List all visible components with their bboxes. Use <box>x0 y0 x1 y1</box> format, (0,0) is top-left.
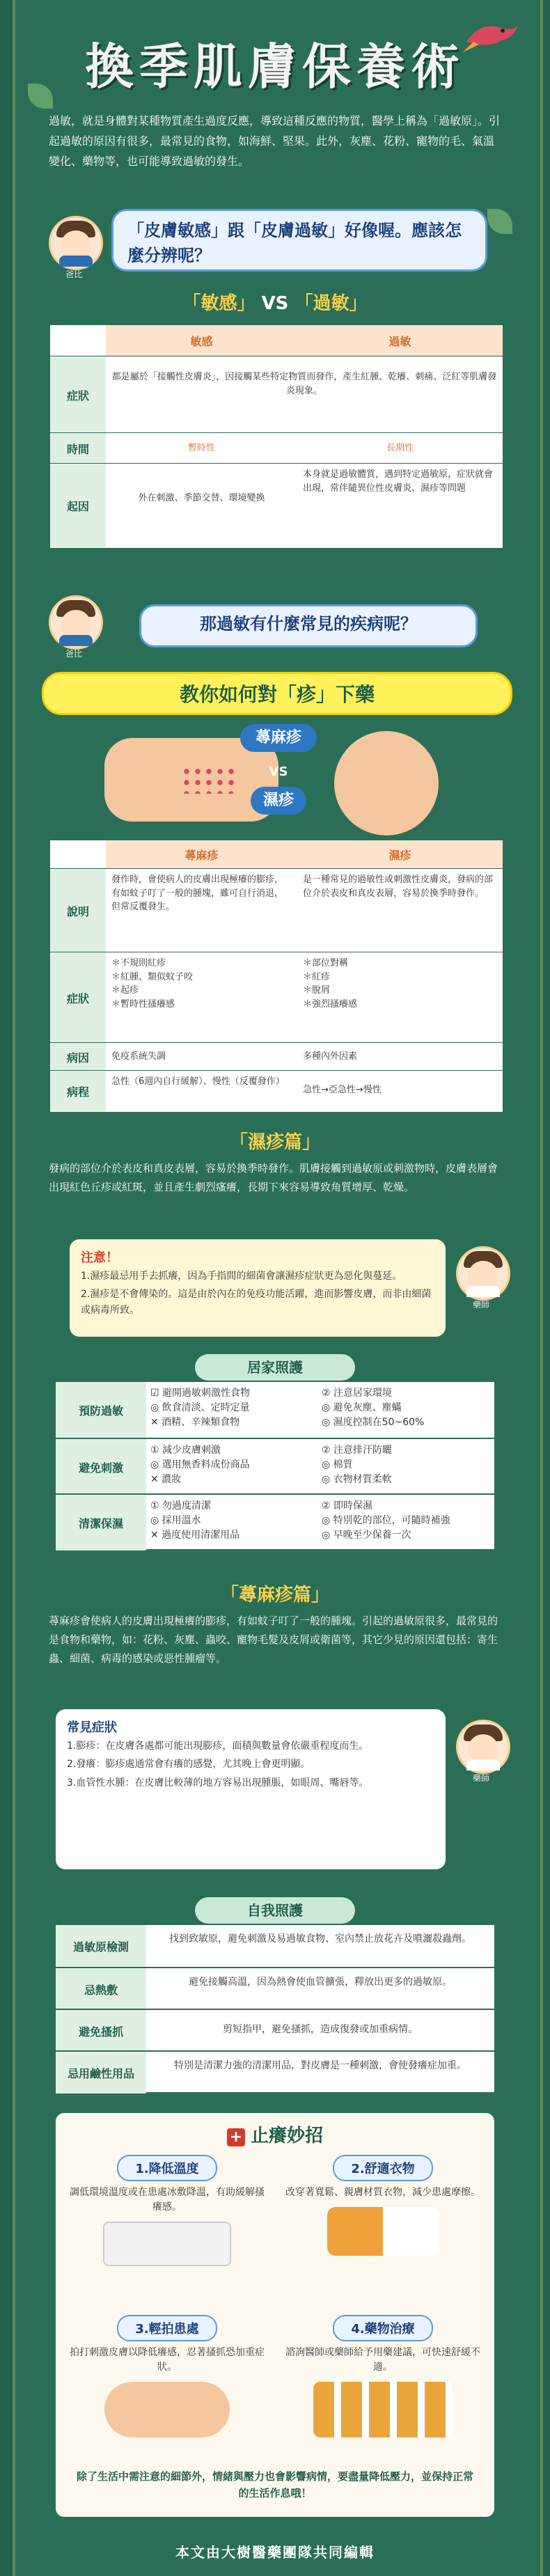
compare-cell-left: 外在刺激、季節交替、環境變換 <box>138 493 265 503</box>
care-row-label: 預防過敏 <box>56 1382 146 1438</box>
care-row-label: 過敏原檢測 <box>56 1925 146 1967</box>
disease-row <box>50 1070 503 1111</box>
self-care-title: 自我照護 <box>195 1897 355 1924</box>
tip-card <box>282 2155 484 2256</box>
care-row-label: 避免刺激 <box>56 1438 146 1495</box>
tip-card <box>282 2315 484 2437</box>
compare-row-label: 起因 <box>50 464 106 547</box>
care-row-text: 特別是清潔力強的清潔用品，對皮膚是一種刺激，會使發癢症加重。 <box>146 2050 494 2092</box>
compare-row <box>50 463 503 547</box>
tip-text: 改穿著寬鬆、親膚材質衣物，減少患處摩擦。 <box>285 2187 480 2198</box>
tips-heading <box>56 2121 494 2147</box>
urticaria-paragraph: 蕁麻疹會使病人的皮膚出現極癢的膨疹，有如蚊子叮了一般的腫塊。引起的過敏原很多，最常見的是食物和藥物，如：花粉、灰塵、蟲咬、寵物毛髮及皮屑或衛菌等，其它少見的原因還包括：寄生蟲、細菌、病毒的感染或惡性腫瘤等。 <box>49 1615 498 1665</box>
pharmacist-avatar <box>456 1720 510 1774</box>
pharmacist-avatar <box>456 1246 510 1301</box>
urticaria-tag: 蕁麻疹 <box>240 724 317 752</box>
care-cell-right: ② 注意排汗防曬 ◎ 棉質 ◎ 衣物材質柔軟 <box>322 1445 393 1485</box>
footer-credit: 本文由大樹醫藥團隊共同編輯 <box>175 2544 375 2561</box>
tip-card <box>66 2315 268 2437</box>
compare-head-right: 過敏 <box>297 325 503 356</box>
care-cell-left: ① 減少皮膚刺激 ◎ 選用無香料成份商品 ✕ 濃妝 <box>150 1445 250 1485</box>
tip-text: 調低環境溫度或在患處冰敷降溫，有助緩解搔癢感。 <box>70 2187 265 2213</box>
care-cell-right: ② 即時保濕 ◎ 特別乾的部位，可隨時補強 ◎ 早晚至少保養一次 <box>322 1500 450 1541</box>
intro-text: 過敏，就是身體對某種物質產生過度反應，導致這種反應的物質，醫學上稱為「過敏原」。引起過敏的原因有很多，最常見的食物，如海鮮、堅果。此外，灰塵、花粉、寵物的毛、氣溫變化、藥物等，也可能導致過敏的發生。 <box>49 114 501 168</box>
dad-avatar-label: 爸比 <box>65 649 82 659</box>
vs-left: 「敏感」 <box>182 293 256 314</box>
compare-row <box>50 432 503 464</box>
care-cell-left: ① 勿過度清潔 ◎ 採用溫水 ✕ 過度使用清潔用品 <box>150 1500 240 1541</box>
tip-title: 4.藥物治療 <box>333 2315 432 2341</box>
clothes-icon <box>327 2207 439 2256</box>
disease-illustration <box>42 724 508 842</box>
care-row-text: 找到致敏原，避免刺激及易過敏食物、室內禁止放花卉及噴灑殺蟲劑。 <box>169 1933 471 1945</box>
compare-row <box>50 356 503 433</box>
disease-cell-right: 是一種常見的過敏性或刺激性皮膚炎，發病的部位介於表皮和真皮表層，容易於換季時發作。 <box>303 874 494 899</box>
eczema-paragraph: 發病的部位介於表皮和真皮表層，容易於換季時發作。肌膚接觸到過敏原或刺激物時，皮膚表層會出現紅色丘疹或紅斑，並且產生劇烈瘙癢，長期下來容易導致角質增厚、乾燥。 <box>49 1162 498 1193</box>
compare-cell-right: 長期性 <box>386 443 414 453</box>
dad-avatar <box>49 216 103 270</box>
disease-row <box>50 1042 503 1071</box>
eczema-tag: 濕疹 <box>251 787 306 815</box>
tips-closing: 除了生活中需注意的細節外，情緒與壓力也會影響病情，要盡量降低壓力，並保持正常的生活作息哦！ <box>77 2470 474 2499</box>
compare-table <box>49 324 504 549</box>
care-row <box>146 1382 494 1438</box>
care-cell-left: ☑ 避開過敏刺激性食物 ◎ 飲食清淡、定時定量 ✕ 酒精、辛辣類食物 <box>150 1388 251 1428</box>
eczema-notice <box>70 1239 446 1337</box>
eczema-heading: 「濕疹篇」 <box>229 1132 320 1153</box>
rash-spots-icon <box>181 766 237 794</box>
compare-cell-left: 暫時性 <box>187 443 215 453</box>
first-aid-icon: + <box>227 2128 245 2146</box>
medicine-icon <box>313 2382 453 2437</box>
vs-text: VS <box>261 293 289 314</box>
care-cell-right: ② 注意居家環境 ◎ 避免灰塵、塵蟎 ◎ 濕度控制在50~60% <box>322 1388 425 1428</box>
tip-title: 1.降低溫度 <box>117 2155 217 2181</box>
disease-head-left: 蕁麻疹 <box>106 840 297 868</box>
dad-avatar-label: 爸比 <box>65 269 82 279</box>
disease-cell-left: 急性（6週內自行緩解）、慢性（反覆發作） <box>111 1076 285 1087</box>
disease-row-label: 病程 <box>50 1071 106 1111</box>
disease-cell-left: ＊不規則紅疹 ＊紅腫、類似蚊子咬 ＊起疹 ＊暫時性搔癢感 <box>111 958 194 1010</box>
disease-row-label: 症狀 <box>50 952 106 1043</box>
question-bubble: 「皮膚敏感」跟「皮膚過敏」好像喔。應該怎麼分辨呢？ <box>111 209 487 272</box>
care-row-label: 避免搔抓 <box>56 2009 146 2052</box>
disease-cell-right: 急性→亞急性→慢性 <box>303 1085 382 1095</box>
tips-panel <box>56 2113 494 2517</box>
home-care-title: 居家照護 <box>195 1354 355 1381</box>
disease-vs-text: VS <box>269 764 288 779</box>
self-care-table <box>56 1925 494 2092</box>
notice-title: 注意！ <box>81 1250 118 1265</box>
disease-table <box>49 839 504 1113</box>
notice-item: 1.濕疹最忌用手去抓癢，因為手指間的細菌會讓濕疹症狀更為惡化與蔓延。 <box>81 1271 402 1282</box>
home-care-table <box>56 1382 494 1549</box>
care-row-label: 清潔保濕 <box>56 1493 146 1550</box>
care-row-text: 剪短指甲，避免搔抓，造成復發或加重病情。 <box>146 2009 494 2050</box>
care-row-label: 忌用鹼性用品 <box>56 2050 146 2094</box>
notice-item: 2.濕疹是不會傳染的。這是由於內在的免疫功能活躍，進而影響皮膚，而非由細菌或病毒所致。 <box>81 1289 432 1316</box>
tip-title: 3.輕拍患處 <box>117 2315 217 2341</box>
section-banner: 教你如何對「疹」下藥 <box>42 672 512 715</box>
tip-card <box>66 2155 268 2266</box>
vs-right: 「過敏」 <box>294 293 368 314</box>
disease-row <box>50 952 503 1043</box>
symptom-title: 常見症狀 <box>67 1720 117 1735</box>
dad-avatar <box>49 595 103 650</box>
urticaria-heading: 「蕁麻疹篇」 <box>220 1585 329 1605</box>
disease-row-label: 病因 <box>50 1043 106 1071</box>
disease-cell-right: ＊部位對稱 ＊紅疹 ＊脫屑 ＊強烈搔癢感 <box>303 958 358 1010</box>
vs-heading <box>0 289 550 315</box>
care-row <box>146 1493 494 1550</box>
disease-cell-right: 多種內外因素 <box>303 1051 358 1062</box>
air-conditioner-icon <box>103 2222 231 2266</box>
disease-cell-left: 發作時，會使病人的皮膚出現極癢的膨疹，有如蚊子叮了一般的腫塊，雖可自行消退，但常反覆發生。 <box>111 874 284 912</box>
tip-title: 2.舒適衣物 <box>333 2155 432 2181</box>
compare-row-merged: 都是屬於「接觸性皮膚炎」，因接觸某些特定物質而發作，產生紅腫、乾癢、刺痛、泛紅等肌膚發炎現象。 <box>111 372 497 396</box>
compare-row-label: 症狀 <box>50 356 106 433</box>
care-row-label: 忌熱敷 <box>56 1967 146 2010</box>
tips-heading-text: 止癢妙招 <box>250 2126 323 2146</box>
compare-cell-right: 本身就是過敏體質，遇到特定過敏原，症狀就會出現，常伴隨異位性皮膚炎、濕疹等問題 <box>303 469 494 494</box>
disease-row-label: 說明 <box>50 869 106 952</box>
disease-head-right: 濕疹 <box>297 840 503 868</box>
disease-cell-left: 免疫系統失調 <box>111 1051 166 1062</box>
symptom-box <box>56 1709 446 1869</box>
symptom-item: 2.發癢：膨疹處通常會有癢的感覺，尤其晚上會更明顯。 <box>67 1759 311 1770</box>
pharmacist-avatar-label: 藥師 <box>472 1300 489 1310</box>
symptom-item: 1.膨疹：在皮膚各處都可能出現膨疹，面積與數量會依嚴重程度而生。 <box>67 1741 369 1752</box>
care-row-text: 避免接觸高溫，因為熱會使血管擴張，釋放出更多的過敏原。 <box>146 1967 494 2009</box>
arm-pat-icon <box>104 2382 230 2437</box>
disease-row <box>50 868 503 952</box>
compare-head-left: 敏感 <box>106 325 297 356</box>
page-title: 換季肌膚保養術 <box>85 38 465 95</box>
symptom-item: 3.血管性水腫：在皮膚比較薄的地方容易出現腫脹，如眼周、嘴唇等。 <box>67 1777 369 1789</box>
face-rash-image <box>334 731 439 835</box>
question-bubble: 那過敏有什麼常見的疾病呢？ <box>139 604 478 647</box>
compare-row-label: 時間 <box>50 433 106 464</box>
pharmacist-avatar-label: 藥師 <box>472 1773 489 1783</box>
tip-text: 拍打刺激皮膚以降低癢感，忍著搔抓恐加重症狀。 <box>70 2347 265 2373</box>
tip-text: 諮詢醫師或藥師給予用藥建議，可快速舒緩不適。 <box>285 2347 480 2373</box>
care-row <box>146 1438 494 1495</box>
bird-icon <box>459 14 522 56</box>
